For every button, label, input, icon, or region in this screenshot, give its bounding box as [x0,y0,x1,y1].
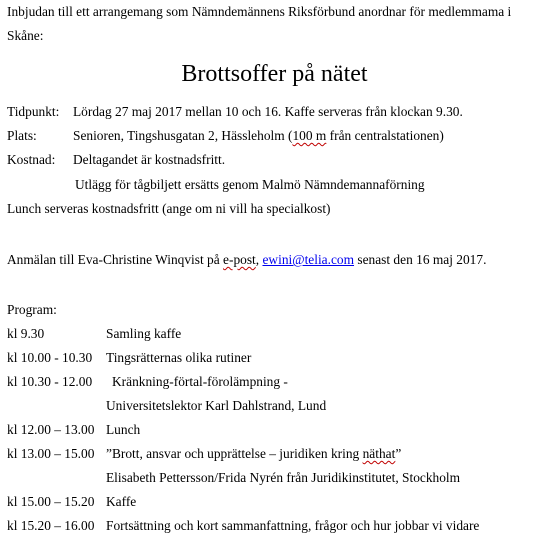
program-time: kl 15.00 – 15.20 [7,494,95,509]
program-item: Tingsrätternas olika rutiner [106,350,252,365]
program-item: Kaffe [106,494,137,509]
details-value-time: Lördag 27 maj 2017 mellan 10 och 16. Kaffe serveras från klockan 9.30. [73,104,463,119]
program-time: kl 15.20 – 16.00 [7,518,95,533]
program-item-speaker: Elisabeth Pettersson/Frida Nyrén från Juridikinstitutet, Stockholm [106,470,461,485]
program-time: kl 9.30 [7,326,45,341]
registration-epost: e-post [223,252,256,267]
place-distance: 100 m [292,128,327,143]
program-item: Lunch [106,422,141,437]
details-label-cost: Kostnad: [7,152,56,167]
intro-line-2: Skåne: [7,28,44,43]
lunch-note: Lunch serveras kostnadsfritt (ange om ni vill ha specialkost) [7,201,331,216]
registration-text: Anmälan till Eva-Christine Winqvist på [7,252,224,267]
program-item: Fortsättning och kort sammanfattning, frågor och hur jobbar vi vidare [106,518,480,533]
details-label-time: Tidpunkt: [7,104,60,119]
program-item: Kränkning-förtal-förolämpning - [112,374,288,389]
program-item [106,446,401,462]
program-time: kl 10.00 - 10.30 [7,350,93,365]
registration-comma: , [255,252,263,267]
details-value-place [73,128,444,144]
intro-line-1: Inbjudan till ett arrangemang som Nämndemännens Riksförbund anordnar för medlemmama i [7,4,512,19]
registration-deadline: senast den 16 maj 2017. [354,252,487,267]
program-item: Samling kaffe [106,326,182,341]
program-heading: Program: [7,302,57,317]
details-value-cost: Deltagandet är kostnadsfritt. [73,152,226,167]
program-time: kl 10.30 - 12.00 [7,374,93,389]
details-value-travel: Utlägg för tågbiljett ersätts genom Malmö Nämndemannaförning [75,177,425,192]
place-text-pre: Senioren, Tingshusgatan 2, Hässleholm ( [73,128,293,143]
program-time: kl 13.00 – 15.00 [7,446,95,461]
page-title: Brottsoffer på nätet [181,61,368,87]
program-time: kl 12.00 – 13.00 [7,422,95,437]
details-label-place: Plats: [7,128,37,143]
program-item-text: ”Brott, ansvar och upprättelse – juridiken kring [106,446,363,461]
registration-line [7,252,486,268]
email-link[interactable]: ewini@telia.com [262,252,355,267]
program-item-keyword: näthat [362,446,396,461]
place-text-post: från centralstationen) [326,128,444,143]
program-item-speaker: Universitetslektor Karl Dahlstrand, Lund [106,398,327,413]
program-item-quote-close: ” [395,446,402,461]
